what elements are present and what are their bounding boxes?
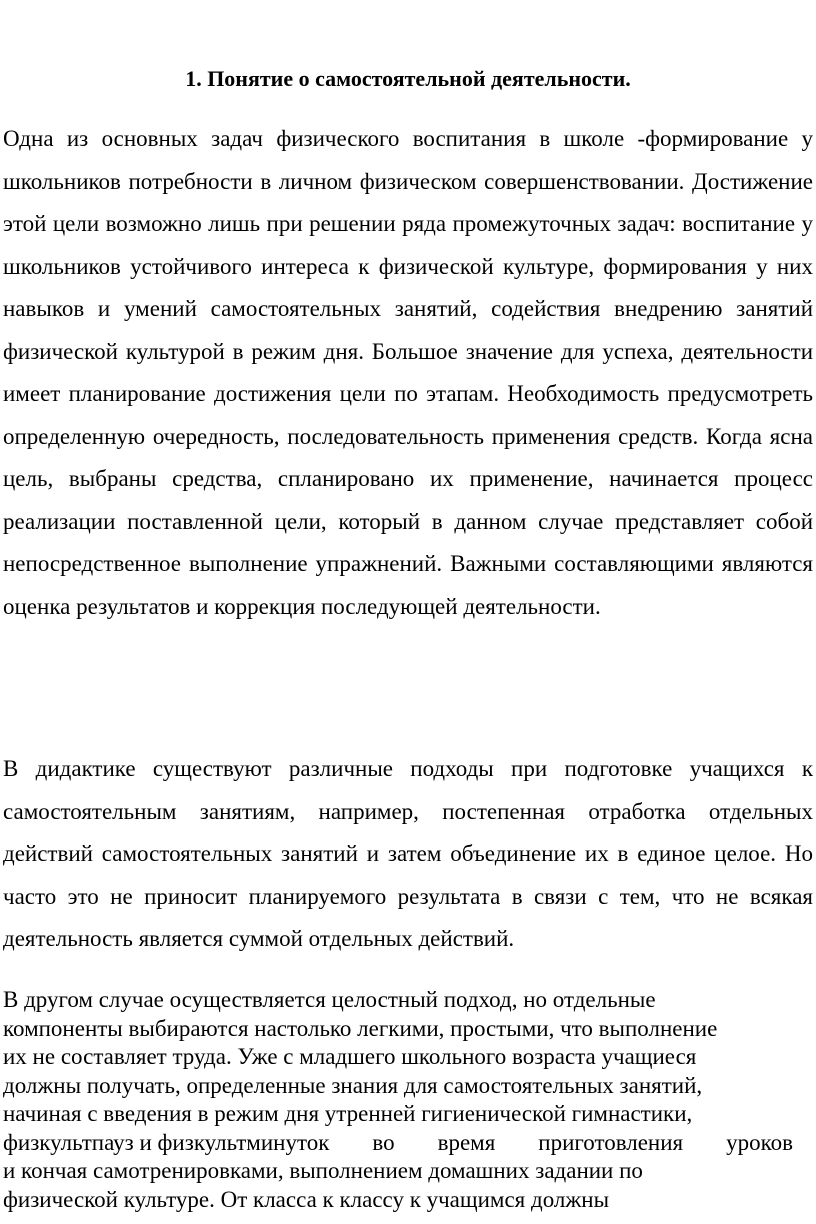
paragraph-3 (3, 986, 813, 1214)
paragraph-3-line: их не составляет труда. Уже с младшего школьного возраста учащиеся (3, 1044, 697, 1069)
paragraph-3-word: физкультпауз и физкультминуток (3, 1129, 330, 1155)
paragraph-3-line: В другом случае осуществляется целостный подход, но отдельные (3, 987, 656, 1012)
section-title: 1. Понятие о самостоятельной деятельности. (185, 66, 631, 91)
paragraph-3-line: должны получать, определенные знания для самостоятельных занятий, (3, 1072, 703, 1098)
paragraph-3-word: приготовления (538, 1129, 684, 1155)
paragraph-3-word: время (437, 1129, 496, 1155)
paragraph-3-line: физической культуре. От класса к классу к учащимся должны (3, 1186, 610, 1212)
paragraph-1: Одна из основных задач физического воспитания в школе -формирование у школьников потребности в личном физическом совершенствовании. Достижение этой цели возможно лишь при решении ряда промежуточных задач: воспитание у школьников устойчивого интереса к физической культуре, формирования у них навыков и умений самостоятельных занятий, содействия внедрению занятий физической культурой в режим дня. Большое значение для успеха, деятельности имеет планирование достижения цели по этапам. Необходимость предусмотреть определенную очередность, последовательность применения средств. Когда ясна цель, выбраны средства, спланировано их применение, начинается процесс реализации поставленной цели, который в данном случае представляет собой непосредственное выполнение упражнений. Важными составляющими являются оценка результатов и коррекция последующей деятельности. (3, 126, 813, 619)
paragraph-3-word: уроков (726, 1129, 793, 1155)
paragraph-3-line: и кончая самотренировками, выполнением домашних задании по (3, 1158, 643, 1183)
paragraph-3-justified-line (3, 1129, 793, 1158)
paragraph-3-line: начиная с введения в режим дня утренней гигиенической гимнастики, (3, 1101, 693, 1126)
paragraph-3-word: во (372, 1129, 395, 1155)
paragraph-3-line: компоненты выбираются настолько легкими, простыми, что выполнение (3, 1015, 718, 1041)
paragraph-2: В дидактике существуют различные подходы при подготовке учащихся к самостоятельным занятиям, например, постепенная отработка отдельных действий самостоятельных занятий и затем объединение их в единое целое. Но часто это не приносит планируемого результата в связи с тем, что не всякая деятельность является суммой отдельных действий. (3, 756, 813, 951)
